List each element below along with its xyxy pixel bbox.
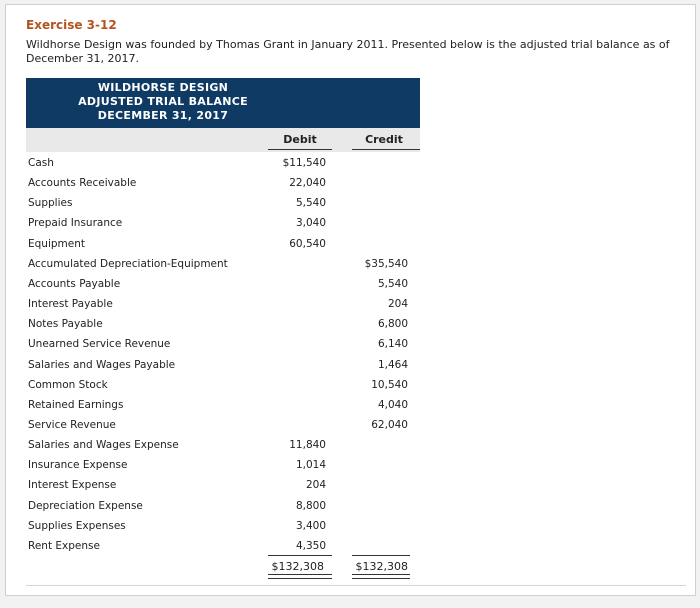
account-name: Interest Payable: [28, 298, 113, 311]
account-name: Service Revenue: [28, 418, 116, 431]
debit-amount: 3,400: [295, 519, 326, 532]
debit-amount: 11,840: [289, 439, 326, 452]
credit-column-header: Credit: [365, 133, 403, 146]
account-name: Cash: [28, 157, 54, 169]
credit-total-rule: [352, 555, 410, 556]
debit-double-rule: [268, 574, 332, 579]
table-row: [26, 395, 420, 415]
account-name: Interest Expense: [28, 479, 117, 492]
exercise-panel: [5, 4, 696, 596]
exercise-title: Exercise 3-12: [26, 18, 117, 32]
credit-total: $132,308: [355, 560, 408, 573]
banner-date: DECEMBER 31, 2017: [97, 109, 229, 122]
credit-amount: 6,140: [377, 338, 408, 351]
table-row: [26, 193, 420, 213]
table-row: [26, 173, 420, 193]
account-name: Accumulated Depreciation-Equipment: [28, 257, 228, 270]
credit-amount: 5,540: [377, 277, 408, 290]
debit-amount: 22,040: [289, 177, 326, 190]
debit-amount: 5,540: [295, 197, 326, 210]
debit-amount: $11,540: [282, 157, 326, 169]
debit-amount: 60,540: [289, 237, 326, 250]
credit-amount: 62,040: [371, 418, 408, 431]
banner-company: WILDHORSE DESIGN: [97, 81, 229, 94]
table-row: [26, 516, 420, 536]
account-name: Accounts Payable: [28, 277, 121, 290]
table-row: [26, 254, 420, 274]
table-row: [26, 435, 420, 455]
account-name: Common Stock: [28, 378, 108, 391]
table-row: [26, 153, 420, 173]
debit-amount: 4,350: [295, 539, 326, 552]
debit-column-header: Debit: [283, 133, 317, 146]
credit-amount: 6,800: [377, 318, 408, 331]
account-name: Equipment: [28, 237, 85, 250]
credit-amount: 4,040: [377, 398, 408, 411]
credit-amount: 1,464: [377, 358, 408, 371]
account-name: Depreciation Expense: [28, 499, 143, 512]
account-name: Salaries and Wages Expense: [28, 439, 179, 452]
table-row: [26, 375, 420, 395]
table-row: [26, 294, 420, 314]
table-row: [26, 314, 420, 334]
credit-amount: $35,540: [364, 257, 408, 270]
account-name: Accounts Receivable: [28, 177, 137, 190]
debit-header-rule: [268, 149, 332, 150]
account-name: Notes Payable: [28, 318, 103, 331]
account-name: Rent Expense: [28, 539, 100, 552]
debit-total-rule: [268, 555, 332, 556]
debit-amount: 3,040: [295, 217, 326, 230]
intro-text: Wildhorse Design was founded by Thomas Grant in January 2011. Presented below is the adjusted trial balance as of December 31, 2017.: [26, 38, 670, 65]
table-row: [26, 536, 420, 556]
table-row: [26, 455, 420, 475]
account-name: Insurance Expense: [28, 459, 128, 472]
debit-amount: 8,800: [295, 499, 326, 512]
trial-balance-banner: [26, 78, 420, 128]
table-row: [26, 213, 420, 233]
credit-amount: 10,540: [371, 378, 408, 391]
account-name: Prepaid Insurance: [28, 217, 123, 230]
account-name: Supplies Expenses: [28, 519, 126, 532]
table-row: [26, 355, 420, 375]
table-row: [26, 234, 420, 254]
debit-amount: 1,014: [295, 459, 326, 472]
account-name: Salaries and Wages Payable: [28, 358, 176, 371]
account-name: Retained Earnings: [28, 398, 124, 411]
table-row: [26, 496, 420, 516]
account-name: Unearned Service Revenue: [28, 338, 171, 351]
banner-statement: ADJUSTED TRIAL BALANCE: [78, 95, 248, 108]
credit-header-rule: [352, 149, 420, 150]
debit-total: $132,308: [271, 560, 324, 573]
table-row: [26, 415, 420, 435]
table-row: [26, 475, 420, 495]
table-row: [26, 334, 420, 354]
debit-amount: 204: [305, 479, 326, 492]
account-name: Supplies: [28, 197, 73, 210]
credit-amount: 204: [387, 298, 408, 311]
section-divider: [26, 585, 686, 586]
table-row: [26, 274, 420, 294]
credit-double-rule: [352, 574, 410, 579]
